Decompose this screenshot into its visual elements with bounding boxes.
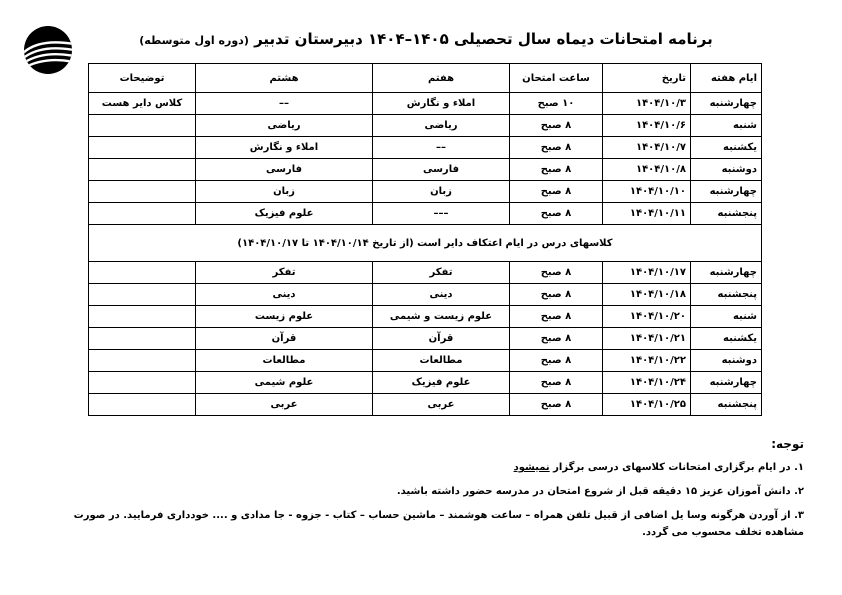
cell-eighth: علوم زیست — [196, 306, 373, 328]
cell-date: ۱۴۰۴/۱۰/۸ — [603, 159, 691, 181]
table-row — [89, 372, 762, 394]
header-time: ساعت امتحان — [510, 64, 603, 93]
cell-time: ۸ صبح — [510, 372, 603, 394]
cell-day: دوشنبه — [691, 350, 762, 372]
school-logo-icon — [22, 24, 74, 76]
cell-time: ۸ صبح — [510, 262, 603, 284]
cell-time: ۸ صبح — [510, 328, 603, 350]
cell-day: یکشنبه — [691, 328, 762, 350]
cell-eighth: –– — [196, 93, 373, 115]
cell-seventh: علوم فیزیک — [373, 372, 510, 394]
cell-date: ۱۴۰۴/۱۰/۲۱ — [603, 328, 691, 350]
cell-notes — [89, 394, 196, 416]
cell-eighth: علوم شیمی — [196, 372, 373, 394]
cell-time: ۸ صبح — [510, 159, 603, 181]
cell-notes — [89, 137, 196, 159]
cell-seventh: ––– — [373, 203, 510, 225]
cell-seventh: املاء و نگارش — [373, 93, 510, 115]
cell-notes — [89, 284, 196, 306]
banner-row — [89, 225, 762, 262]
table-row — [89, 203, 762, 225]
table-row — [89, 284, 762, 306]
cell-time: ۸ صبح — [510, 394, 603, 416]
cell-day: دوشنبه — [691, 159, 762, 181]
table-row — [89, 181, 762, 203]
cell-day: پنجشنبه — [691, 203, 762, 225]
cell-date: ۱۴۰۴/۱۰/۱۷ — [603, 262, 691, 284]
cell-seventh: مطالعات — [373, 350, 510, 372]
cell-date: ۱۴۰۴/۱۰/۳ — [603, 93, 691, 115]
cell-eighth: تفکر — [196, 262, 373, 284]
cell-seventh: قرآن — [373, 328, 510, 350]
cell-time: ۸ صبح — [510, 115, 603, 137]
cell-date: ۱۴۰۴/۱۰/۲۲ — [603, 350, 691, 372]
cell-date: ۱۴۰۴/۱۰/۱۱ — [603, 203, 691, 225]
cell-seventh: –– — [373, 137, 510, 159]
cell-eighth: قرآن — [196, 328, 373, 350]
exam-schedule-table — [88, 63, 762, 416]
cell-time: ۸ صبح — [510, 181, 603, 203]
note-1-text: ۱. در ایام برگزاری امتحانات کلاسهای درسی برگزار — [553, 462, 804, 473]
header-notes: توضیحات — [89, 64, 196, 93]
cell-time: ۸ صبح — [510, 203, 603, 225]
cell-seventh: علوم زیست و شیمی — [373, 306, 510, 328]
cell-notes — [89, 203, 196, 225]
cell-time: ۸ صبح — [510, 306, 603, 328]
cell-date: ۱۴۰۴/۱۰/۱۰ — [603, 181, 691, 203]
cell-eighth: عربی — [196, 394, 373, 416]
table-row — [89, 328, 762, 350]
cell-date: ۱۴۰۴/۱۰/۲۰ — [603, 306, 691, 328]
cell-date: ۱۴۰۴/۱۰/۲۵ — [603, 394, 691, 416]
note-3: ۳. از آوردن هرگونه وسا یل اضافی از قبیل تلفن همراه – ساعت هوشمند – ماشین حساب – کتاب - جزوه - جا مدادی و .... خودداری فرمایید. در صورت مشاهده تخلف محسوب می گردد. — [73, 510, 804, 538]
cell-date: ۱۴۰۴/۱۰/۲۴ — [603, 372, 691, 394]
cell-seventh: زبان — [373, 181, 510, 203]
header-seventh: هفتم — [373, 64, 510, 93]
cell-time: ۸ صبح — [510, 350, 603, 372]
cell-eighth: دینی — [196, 284, 373, 306]
cell-day: شنبه — [691, 306, 762, 328]
notes-section — [34, 437, 804, 548]
table-row — [89, 350, 762, 372]
cell-seventh: تفکر — [373, 262, 510, 284]
cell-day: شنبه — [691, 115, 762, 137]
header-day: ایام هفته — [691, 64, 762, 93]
cell-day: یکشنبه — [691, 137, 762, 159]
cell-eighth: املاء و نگارش — [196, 137, 373, 159]
cell-seventh: عربی — [373, 394, 510, 416]
cell-eighth: زبان — [196, 181, 373, 203]
cell-notes: کلاس دایر هست — [89, 93, 196, 115]
title-subtitle: (دوره اول متوسطه) — [139, 34, 249, 47]
cell-notes — [89, 372, 196, 394]
cell-seventh: دینی — [373, 284, 510, 306]
cell-notes — [89, 262, 196, 284]
cell-notes — [89, 306, 196, 328]
table-row — [89, 394, 762, 416]
cell-date: ۱۴۰۴/۱۰/۱۸ — [603, 284, 691, 306]
schedule-body-bottom — [89, 262, 762, 416]
cell-day: پنجشنبه — [691, 394, 762, 416]
cell-day: چهارشنبه — [691, 372, 762, 394]
itikaf-banner: کلاسهای درس در ایام اعتکاف دایر است (از تاریخ ۱۴۰۴/۱۰/۱۴ تا ۱۴۰۴/۱۰/۱۷) — [89, 225, 762, 262]
header-eighth: هشتم — [196, 64, 373, 93]
cell-seventh: فارسی — [373, 159, 510, 181]
schedule-banner-section — [89, 225, 762, 262]
notes-title: توجه: — [771, 437, 804, 451]
note-1 — [34, 459, 804, 476]
cell-notes — [89, 181, 196, 203]
cell-notes — [89, 328, 196, 350]
cell-seventh: ریاضی — [373, 115, 510, 137]
page-title — [96, 30, 756, 48]
table-row — [89, 115, 762, 137]
table-row — [89, 159, 762, 181]
note-2: ۲. دانش آموزان عزیز ۱۵ دقیقه قبل از شروع امتحان در مدرسه حضور داشته باشید. — [396, 486, 804, 497]
schedule-body-top — [89, 93, 762, 225]
table-row — [89, 93, 762, 115]
title-main: برنامه امتحانات دیماه سال تحصیلی ۱۴۰۵–۱۴۰۴ دبیرستان تدبیر — [254, 30, 713, 48]
table-header-row — [89, 64, 762, 93]
cell-time: ۸ صبح — [510, 284, 603, 306]
table-row — [89, 262, 762, 284]
cell-date: ۱۴۰۴/۱۰/۶ — [603, 115, 691, 137]
cell-day: چهارشنبه — [691, 262, 762, 284]
cell-day: چهارشنبه — [691, 181, 762, 203]
cell-day: پنجشنبه — [691, 284, 762, 306]
cell-date: ۱۴۰۴/۱۰/۷ — [603, 137, 691, 159]
cell-eighth: علوم فیزیک — [196, 203, 373, 225]
cell-time: ۱۰ صبح — [510, 93, 603, 115]
cell-eighth: مطالعات — [196, 350, 373, 372]
cell-eighth: ریاضی — [196, 115, 373, 137]
note-1-underlined: نمیشود — [513, 462, 550, 473]
cell-notes — [89, 115, 196, 137]
table-row — [89, 306, 762, 328]
cell-time: ۸ صبح — [510, 137, 603, 159]
cell-eighth: فارسی — [196, 159, 373, 181]
header-date: تاریخ — [603, 64, 691, 93]
cell-notes — [89, 350, 196, 372]
cell-day: چهارشنبه — [691, 93, 762, 115]
cell-notes — [89, 159, 196, 181]
table-row — [89, 137, 762, 159]
